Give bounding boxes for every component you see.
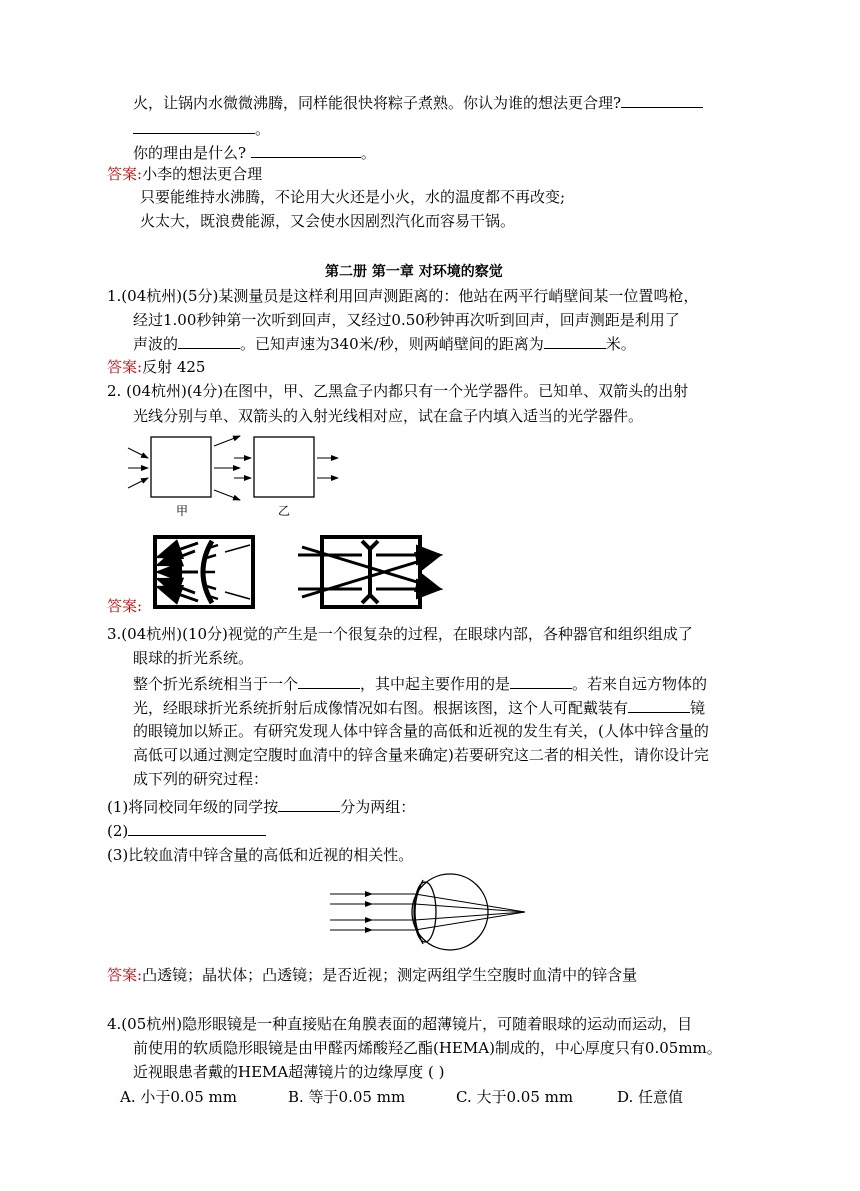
prev-answer-line1: 答案:小李的想法更合理 [107, 165, 263, 183]
answer-blank [251, 142, 361, 158]
q1-answer: 答案:反射 425 [107, 358, 206, 376]
prev-answer-line2: 只要能维持水沸腾，不论用大火还是小火，水的温度都不再改变; [140, 188, 566, 206]
answer-label: 答案: [107, 165, 143, 183]
q3-answer: 答案:凸透镜；晶状体；凸透镜；是否近视；测定两组学生空腹时血清中的锌含量 [107, 966, 638, 984]
q4-line3: 近视眼患者戴的HEMA超薄镜片的边缘厚度 ( ) [133, 1063, 445, 1081]
eye-diagram [325, 872, 535, 952]
q4-option-a: A. 小于0.05 mm [120, 1088, 237, 1106]
q4-line1: 4.(05杭州)隐形眼镜是一种直接贴在角膜表面的超薄镜片，可随着眼球的运动而运动，目 [107, 1015, 693, 1033]
answer-blank [621, 92, 703, 108]
prev-question-line1: 火，让锅内水微微沸腾，同样能很快将粽子煮熟。你认为谁的想法更合理? [133, 92, 703, 113]
q4-option-b: B. 等于0.05 mm [288, 1088, 406, 1106]
q3-step1: (1)将同校同年级的同学按 分为两组： [107, 798, 416, 816]
answer-blank [133, 118, 255, 134]
answer-blank [510, 673, 572, 689]
q2-answer [107, 596, 142, 616]
q1-line2: 经过1.00秒钟第一次听到回声，又经过0.50秒钟再次听到回声，回声测距是利用了 [133, 311, 680, 329]
q3-line6: 高低可以通过测定空腹时血清中的锌含量来确定)若要研究这二者的相关性，请你设计完 [133, 746, 709, 764]
section-title: 第二册 第一章 对环境的察觉 [325, 264, 503, 280]
answer-label: 答案: [107, 597, 143, 615]
label-jia: 甲 [176, 504, 189, 518]
answer-blank [544, 333, 606, 349]
q2-line1: 2. (04杭州)(4分)在图中，甲、乙黑盒子内都只有一个光学器件。已知单、双箭头的出射 [107, 382, 689, 400]
prev-question-line3: 你的理由是什么? 。 [133, 144, 376, 162]
q4-option-c: C. 大于0.05 mm [456, 1088, 574, 1106]
q2-line2: 光线分别与单、双箭头的入射光线相对应，试在盒子内填入适当的光学器件。 [133, 407, 644, 425]
q1-line3: 声波的 。已知声速为340米/秒，则两峭壁间的距离为 米。 [133, 335, 636, 353]
answer-blank [298, 673, 360, 689]
answer-label: 答案: [107, 358, 143, 376]
box-jia [151, 437, 211, 497]
q2-answer-figure [150, 527, 450, 617]
label-yi: 乙 [278, 504, 291, 518]
q4-line2: 前使用的软质隐形眼镜是由甲醛丙烯酸羟乙酯(HEMA)制成的，中心厚度只有0.05mm。 [133, 1039, 722, 1057]
q3-line3: 整个折光系统相当于一个 ，其中起主要作用的是 。若来自远方物体的 [133, 675, 708, 693]
q3-line5: 的眼镜加以矫正。有研究发现人体中锌含量的高低和近视的发生有关，(人体中锌含量的 [133, 722, 709, 740]
q3-step2: (2) [107, 820, 266, 841]
q3-line4: 光，经眼球折光系统折射后成像情况如右图。根据该图，这个人可配戴装有 镜 [133, 699, 706, 717]
q3-step3: (3)比较血清中锌含量的高低和近视的相关性。 [107, 846, 414, 864]
answer-label: 答案: [107, 966, 143, 984]
answer-blank [178, 333, 240, 349]
prev-question-line2: 。 [133, 118, 270, 139]
prev-answer-line3: 火太大，既浪费能源，又会使水因剧烈汽化而容易干锅。 [140, 212, 516, 230]
answer-blank [128, 820, 266, 836]
q3-line2: 眼球的折光系统。 [133, 649, 254, 667]
q4-option-d: D. 任意值 [617, 1088, 684, 1106]
q2-black-box-figure [118, 430, 358, 520]
answer-blank [628, 697, 690, 713]
q3-line1: 3.(04杭州)(10分)视觉的产生是一个很复杂的过程，在眼球内部，各种器官和组织组成了 [107, 625, 693, 643]
q1-line1: 1.(04杭州)(5分)某测量员是这样利用回声测距离的：他站在两平行峭壁间某一位置鸣枪， [107, 287, 699, 305]
box-yi [254, 437, 314, 497]
q3-line7: 成下列的研究过程： [133, 770, 269, 788]
answer-blank [278, 796, 340, 812]
